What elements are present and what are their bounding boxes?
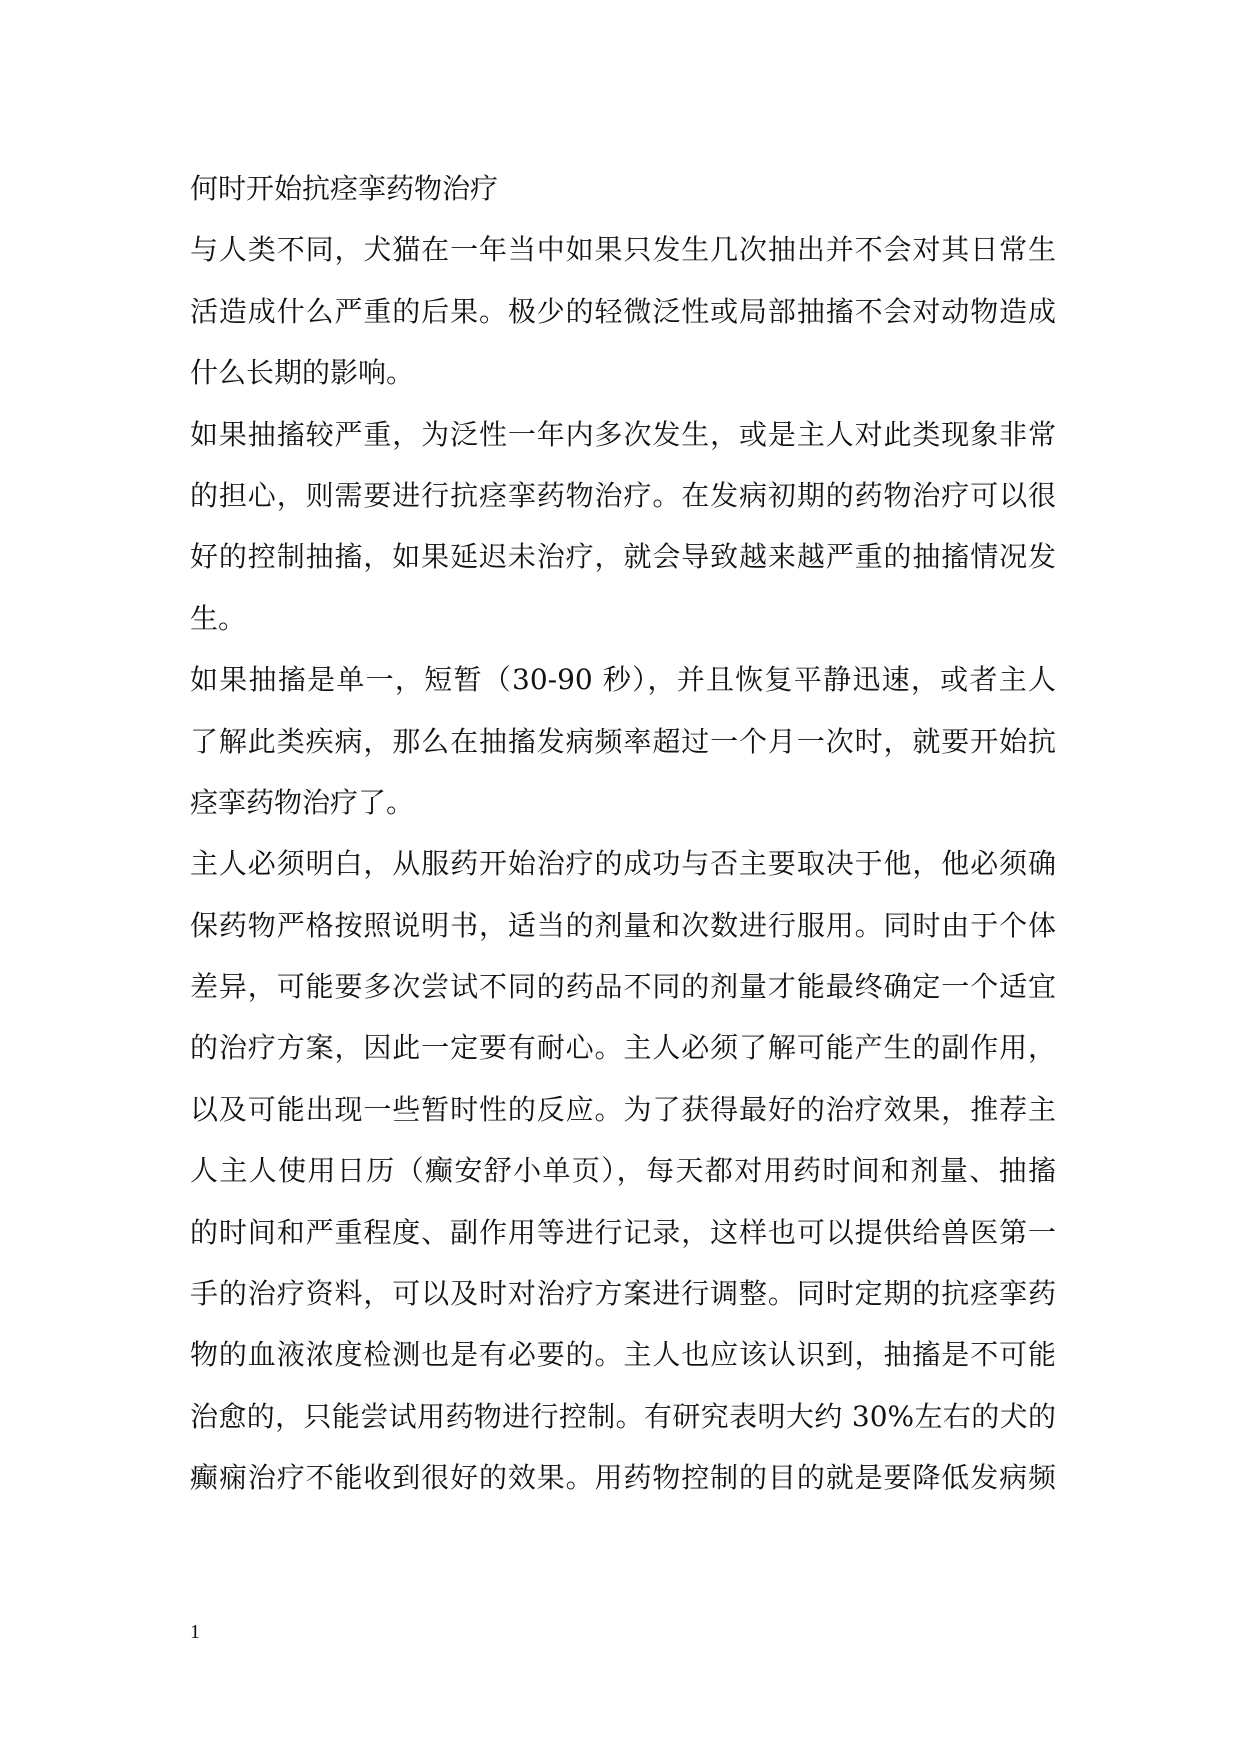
text-line: 好的控制抽搐，如果延迟未治疗，就会导致越来越严重的抽搐情况发 (190, 540, 1056, 574)
text-line: 与人类不同，犬猫在一年当中如果只发生几次抽出并不会对其日常生 (190, 233, 1056, 267)
text-line: 了解此类疾病，那么在抽搐发病频率超过一个月一次时，就要开始抗 (190, 724, 1056, 758)
page-number: 1 (190, 1621, 200, 1643)
text-line: 治愈的，只能尝试用药物进行控制。有研究表明大约 30%左右的犬的 (190, 1399, 1056, 1433)
document-heading: 何时开始抗痉挛药物治疗 (190, 172, 499, 205)
text-line: 生。 (190, 601, 247, 635)
text-line: 什么长期的影响。 (190, 356, 415, 390)
text-line: 物的血液浓度检测也是有必要的。主人也应该认识到，抽搐是不可能 (190, 1338, 1056, 1372)
document-body (190, 158, 1056, 1509)
text-line: 的治疗方案，因此一定要有耐心。主人必须了解可能产生的副作用， (190, 1031, 1056, 1065)
text-line: 痉挛药物治疗了。 (190, 785, 415, 819)
text-line: 人主人使用日历（癫安舒小单页），每天都对用药时间和剂量、抽搐 (190, 1154, 1056, 1188)
text-line: 的担心，则需要进行抗痉挛药物治疗。在发病初期的药物治疗可以很 (190, 478, 1056, 512)
text-line: 活造成什么严重的后果。极少的轻微泛性或局部抽搐不会对动物造成 (190, 294, 1056, 328)
text-line: 的时间和严重程度、副作用等进行记录，这样也可以提供给兽医第一 (190, 1215, 1056, 1249)
text-line: 如果抽搐是单一，短暂（30-90 秒），并且恢复平静迅速，或者主人 (190, 663, 1056, 697)
text-line: 差异，可能要多次尝试不同的药品不同的剂量才能最终确定一个适宜 (190, 970, 1056, 1004)
text-line: 手的治疗资料，可以及时对治疗方案进行调整。同时定期的抗痉挛药 (190, 1277, 1056, 1311)
text-line: 如果抽搐较严重，为泛性一年内多次发生，或是主人对此类现象非常 (190, 417, 1056, 451)
text-line: 以及可能出现一些暂时性的反应。为了获得最好的治疗效果，推荐主 (190, 1092, 1056, 1126)
text-line: 保药物严格按照说明书，适当的剂量和次数进行服用。同时由于个体 (190, 908, 1056, 942)
text-line: 主人必须明白，从服药开始治疗的成功与否主要取决于他，他必须确 (190, 847, 1056, 881)
text-line: 癫痫治疗不能收到很好的效果。用药物控制的目的就是要降低发病频 (190, 1461, 1056, 1495)
